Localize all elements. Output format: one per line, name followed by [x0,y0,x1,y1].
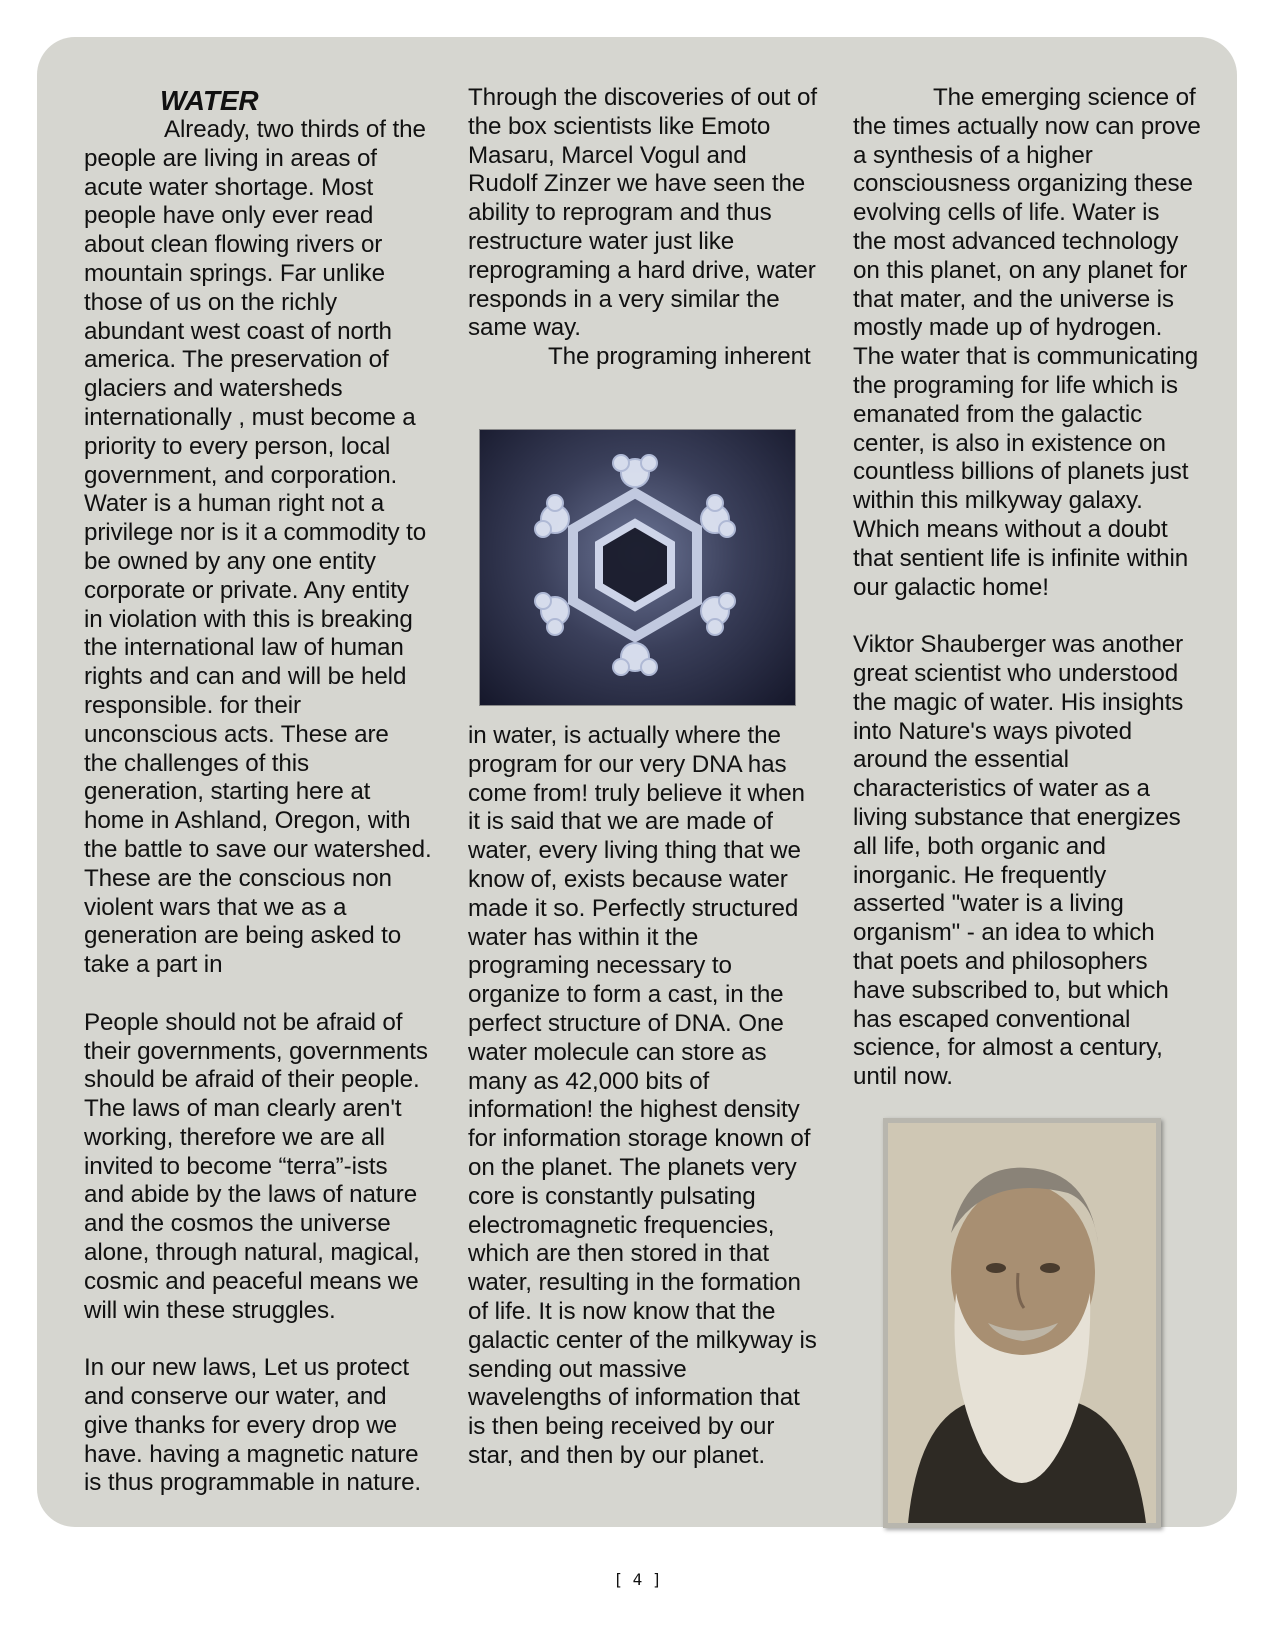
text-line: be owned by any one entity [84,547,376,575]
text-line: on the planet. The planets very [468,1153,797,1181]
text-line: the challenges of this [84,749,310,777]
text-line: In our new laws, Let us protect [84,1354,409,1382]
text-line: responsible. for their [84,691,301,719]
text-line: privilege nor is it a commodity to [84,519,427,547]
text-line: priority to every person, local [84,432,391,460]
text-line: science, for almost a century, [853,1034,1163,1062]
text-line: rights and can and will be held [84,663,407,691]
text-line: within this milkyway galaxy. [853,487,1143,515]
text-line: Already, two thirds of the [164,116,426,143]
text-line: the international law of human [84,634,404,662]
text-line: in violation with this is breaking [84,605,413,633]
text-line: programing necessary to [468,952,732,980]
text-line: countless billions of planets just [853,458,1189,486]
text-line: Which means without a doubt [853,515,1168,543]
text-line: and the cosmos the universe [84,1210,391,1238]
text-line: violent wars that we as a [84,893,347,921]
text-line: water has within it the [468,923,699,951]
text-line: mountain springs. Far unlike [84,259,386,287]
text-line: know of, exists because water [468,865,788,893]
text-line: reprograming a hard drive, water [468,256,816,284]
paragraph-gap [853,602,1223,631]
text-line: The emerging science of [933,84,1196,111]
text-line: perfect structure of DNA. One [468,1009,784,1037]
text-line: the times actually now can prove [853,112,1201,140]
text-line: great scientist who understood [853,659,1179,687]
text-line: government, and corporation. [84,461,398,489]
text-line: mostly made up of hydrogen. [853,314,1163,342]
text-line: the battle to save our watershed. [84,835,432,863]
text-line: many as 42,000 bits of [468,1067,710,1095]
text-line: and abide by the laws of nature [84,1181,418,1209]
text-line: Viktor Shauberger was another [853,631,1184,659]
text-line: working, therefore we are all [84,1123,385,1151]
text-line: People should not be afraid of [84,1008,403,1036]
text-line: the programing for life which is [853,371,1178,399]
text-line: star, and then by our planet. [468,1441,765,1469]
text-line: abundant west coast of north [84,317,392,345]
text-line: water molecule can store as [468,1038,767,1066]
text-line: have subscribed to, but which [853,976,1169,1004]
text-line: information! the highest density [468,1096,800,1124]
text-line: home in Ashland, Oregon, with [84,807,411,835]
text-line: the most advanced technology [853,227,1179,255]
text-line: Rudolf Zinzer we have seen the [468,170,806,198]
text-line: all life, both organic and [853,832,1106,860]
text-line: organism" - an idea to which [853,919,1155,947]
paragraph-gap [84,980,454,1009]
text-line: people are living in areas of [84,144,377,172]
text-line: on this planet, on any planet for [853,256,1188,284]
text-line: cosmic and peaceful means we [84,1267,419,1295]
column-1 [84,86,454,1498]
text-line: emanated from the galactic [853,400,1143,428]
text-line: The laws of man clearly aren't [84,1095,402,1123]
text-line: around the essential [853,746,1069,774]
text-line: and conserve our water, and [84,1383,387,1411]
text-line: inorganic. He frequently [853,861,1107,889]
article-title: WATER [160,85,259,116]
text-line: sending out massive [468,1355,687,1383]
text-line: it is said that we are made of [468,808,773,836]
text-line: characteristics of water as a [853,775,1150,803]
text-line: evolving cells of life. Water is [853,199,1160,227]
page-number: [ 4 ] [613,1570,662,1589]
text-line: asserted "water is a living [853,890,1124,918]
text-line: alone, through natural, magical, [84,1239,420,1267]
text-line: which are then stored in that [468,1240,769,1268]
text-line: about clean flowing rivers or [84,231,383,259]
text-line: is then being received by our [468,1413,775,1441]
text-line: generation, starting here at [84,778,371,806]
text-line: restructure water just like [468,227,735,255]
text-line: the box scientists like Emoto [468,112,771,140]
text-line: in water, is actually where the [468,722,781,749]
text-line: organize to form a cast, in the [468,981,784,1009]
text-line: glaciers and watersheds [84,375,343,403]
text-line: invited to become “terra”-ists [84,1152,388,1180]
text-line: internationally , must become a [84,403,416,431]
text-line: generation are being asked to [84,922,402,950]
text-line: same way. [468,314,581,342]
text-line: the magic of water. His insights [853,688,1184,716]
column-3 [853,84,1223,1092]
text-line: unconscious acts. These are [84,720,389,748]
text-line: The programing inherent [548,343,811,371]
text-line: ability to reprogram and thus [468,199,772,227]
text-line: will win these struggles. [84,1296,336,1324]
text-line: a synthesis of a higher [853,141,1093,169]
text-line: have. having a magnetic nature [84,1440,419,1468]
text-line: living substance that energizes [853,803,1181,831]
text-line: water, every living thing that we [468,837,801,865]
text-line: should be afraid of their people. [84,1066,420,1094]
text-line: that poets and philosophers [853,947,1148,975]
text-line: take a part in [84,951,223,979]
column-2 [468,84,838,372]
text-line: program for our very DNA has [468,750,787,778]
text-line: those of us on the richly [84,288,337,316]
text-line: for information storage known of [468,1125,811,1153]
text-line: that mater, and the universe is [853,285,1174,313]
paragraph-gap [84,1325,454,1354]
text-line: corporate or private. Any entity [84,576,409,604]
text-line: The water that is communicating [853,343,1199,371]
text-line: that sentient life is infinite within [853,544,1189,572]
text-line: responds in a very similar the [468,285,780,313]
column-2-continued [468,722,838,1471]
text-line: made it so. Perfectly structured [468,894,799,922]
text-line: core is constantly pulsating [468,1182,756,1210]
text-line: Masaru, Marcel Vogul and [468,141,747,169]
text-line: america. The preservation of [84,346,389,374]
text-line: wavelengths of information that [468,1384,800,1412]
text-line: people have only ever read [84,202,374,230]
text-line: give thanks for every drop we [84,1411,398,1439]
text-line: electromagnetic frequencies, [468,1211,775,1239]
text-line: These are the conscious non [84,864,392,892]
text-line: galactic center of the milkyway is [468,1326,817,1354]
text-line: come from! truly believe it when [468,779,805,807]
viktor-schauberger-portrait [883,1118,1161,1528]
water-crystal-image [479,429,796,706]
text-line: center, is also in existence on [853,429,1166,457]
text-line: acute water shortage. Most [84,173,374,201]
text-line: of life. It is now know that the [468,1297,776,1325]
text-line: consciousness organizing these [853,170,1193,198]
text-line: their governments, governments [84,1037,428,1065]
text-line: Through the discoveries of out of [468,84,817,111]
text-line: into Nature's ways pivoted [853,717,1132,745]
text-line: our galactic home! [853,573,1049,601]
text-line: until now. [853,1063,953,1091]
text-line: Water is a human right not a [84,490,385,518]
text-line: has escaped conventional [853,1005,1131,1033]
text-line: water, resulting in the formation [468,1269,801,1297]
text-line: is thus programmable in nature. [84,1469,422,1497]
